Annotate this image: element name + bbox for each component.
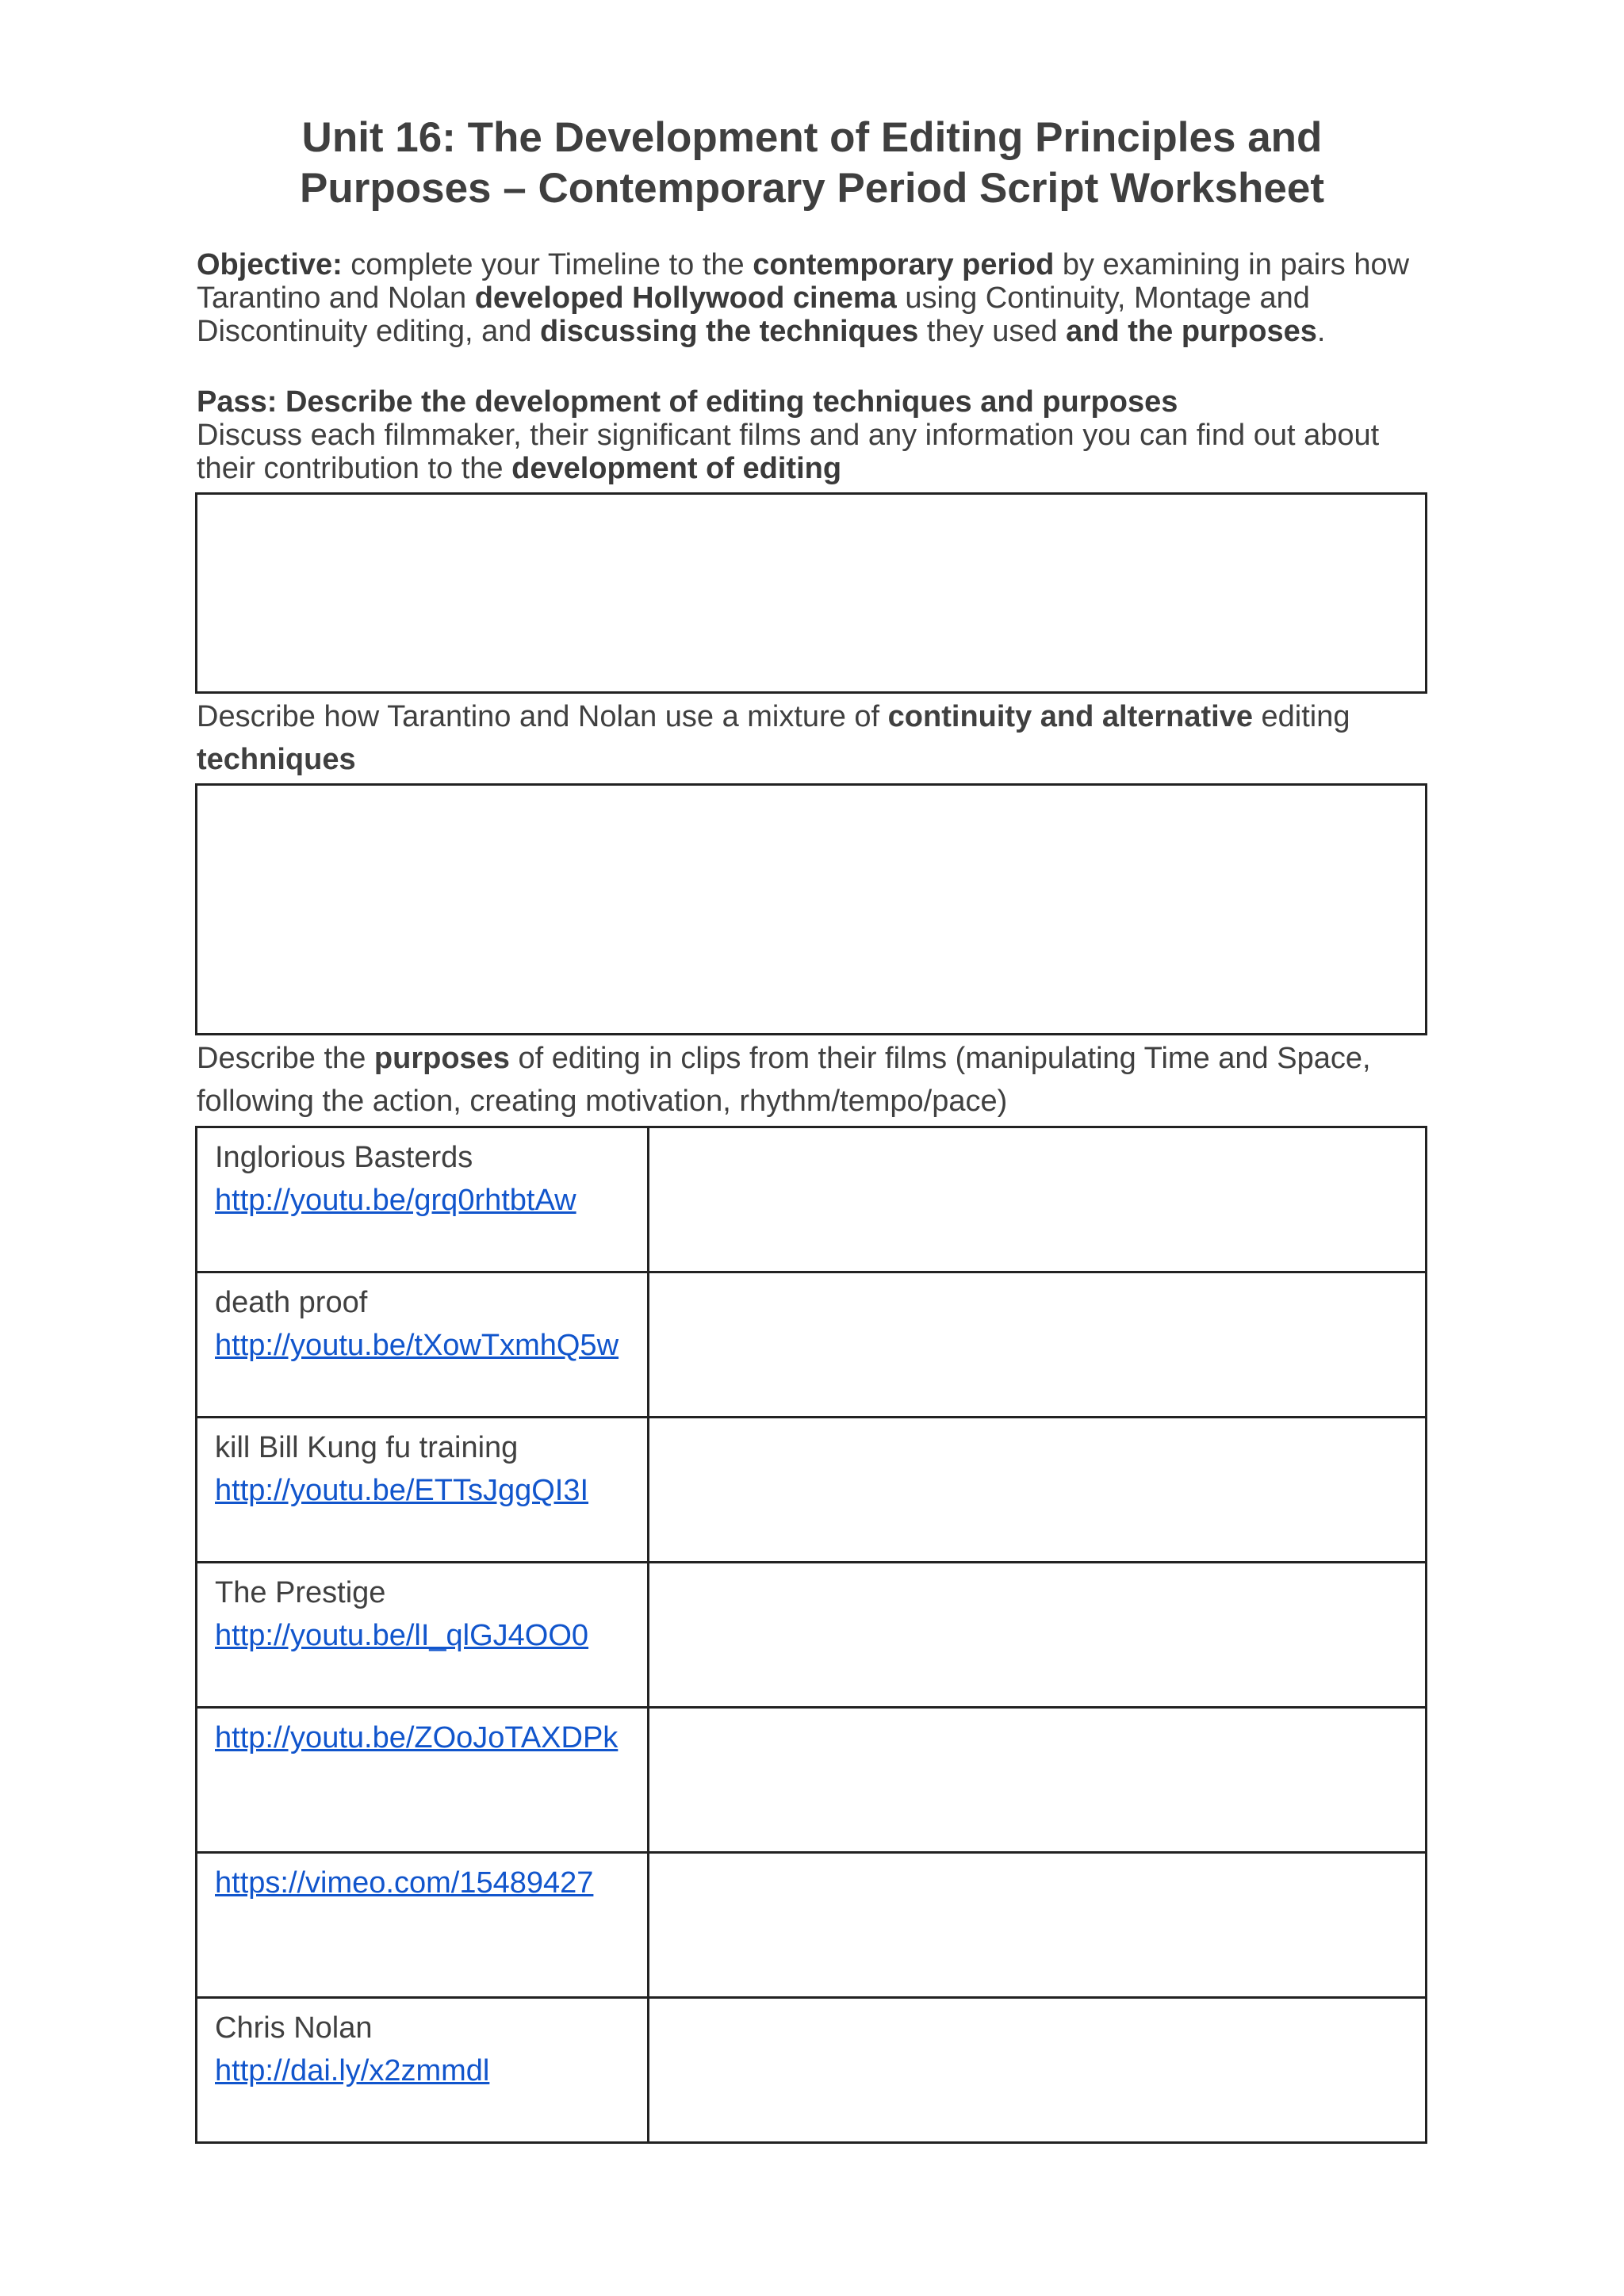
answer-cell[interactable] (649, 1998, 1427, 2143)
pass-section (197, 385, 1434, 485)
clip-link[interactable]: http://youtu.be/tXowTxmhQ5w (215, 1329, 619, 1362)
objective-text: they used (918, 315, 1067, 348)
clip-title: kill Bill Kung fu training (215, 1431, 519, 1464)
clip-title: The Prestige (215, 1576, 386, 1609)
mixture-bold: continuity and alternative (887, 700, 1253, 733)
purposes-text: of editing in clips from their films (manipulating Time and Space, following the action, creating motivation, rhythm/tempo/pace) (197, 1042, 1371, 1118)
mixture-text: Describe how Tarantino and Nolan use a mixture of (197, 700, 888, 733)
clip-cell (197, 1998, 649, 2143)
clip-link[interactable]: https://vimeo.com/15489427 (215, 1866, 594, 1900)
table-row (197, 1272, 1427, 1418)
clip-link[interactable]: http://youtu.be/grq0rhtbtAw (215, 1184, 576, 1217)
answer-cell[interactable] (649, 1853, 1427, 1998)
pass-bold: development of editing (511, 452, 842, 485)
development-answer-box[interactable] (195, 492, 1427, 694)
table-row (197, 1853, 1427, 1998)
objective-label: Objective: (197, 248, 343, 281)
table-row (197, 1708, 1427, 1853)
answer-cell[interactable] (649, 1708, 1427, 1853)
answer-cell[interactable] (649, 1563, 1427, 1708)
objective-text: using Continuity, Montage and Discontinuity editing, and (197, 281, 1310, 348)
clip-link[interactable]: http://youtu.be/ETTsJggQI3I (215, 1474, 589, 1507)
objective-bold: and the purposes (1066, 315, 1317, 348)
clip-cell (197, 1563, 649, 1708)
objective-paragraph (197, 248, 1434, 348)
clip-cell (197, 1272, 649, 1418)
clip-cell (197, 1418, 649, 1563)
clip-title: Chris Nolan (215, 2011, 373, 2045)
clip-title: Inglorious Basterds (215, 1141, 473, 1174)
title-line-1: Unit 16: The Development of Editing Principles and (301, 114, 1323, 161)
table-row (197, 1998, 1427, 2143)
purposes-bold: purposes (373, 1042, 510, 1075)
objective-text: by examining in pairs how Tarantino and Nolan (197, 248, 1410, 315)
page-title (195, 113, 1429, 214)
pass-text: Discuss each filmmaker, their significant films and any information you can find out about their contribution to the (197, 419, 1380, 485)
objective-text: complete your Timeline to the (342, 248, 753, 281)
clips-table (195, 1126, 1427, 2144)
mixture-prompt (197, 695, 1434, 781)
answer-cell[interactable] (649, 1272, 1427, 1418)
objective-bold: contemporary period (753, 248, 1055, 281)
clip-cell (197, 1708, 649, 1853)
purposes-prompt (197, 1037, 1434, 1123)
table-row (197, 1563, 1427, 1708)
clip-link[interactable]: http://youtu.be/ZOoJoTAXDPk (215, 1721, 619, 1755)
objective-text: . (1316, 315, 1326, 348)
table-row (197, 1127, 1427, 1272)
objective-bold: discussing the techniques (540, 315, 919, 348)
title-line-2: Purposes – Contemporary Period Script Worksheet (300, 165, 1324, 212)
clip-cell (197, 1127, 649, 1272)
purposes-text: Describe the (197, 1042, 374, 1075)
answer-cell[interactable] (649, 1127, 1427, 1272)
objective-bold: developed Hollywood cinema (474, 281, 897, 315)
clip-cell (197, 1853, 649, 1998)
pass-heading: Pass: Describe the development of editing techniques and purposes (197, 385, 1178, 419)
clip-link[interactable]: http://youtu.be/lI_qlGJ4OO0 (215, 1619, 589, 1652)
table-row (197, 1418, 1427, 1563)
answer-cell[interactable] (649, 1418, 1427, 1563)
clip-link[interactable]: http://dai.ly/x2zmmdl (215, 2054, 490, 2087)
clip-title: death proof (215, 1286, 368, 1319)
mixture-bold: techniques (197, 743, 356, 776)
techniques-answer-box[interactable] (195, 783, 1427, 1035)
mixture-text: editing (1252, 700, 1350, 733)
